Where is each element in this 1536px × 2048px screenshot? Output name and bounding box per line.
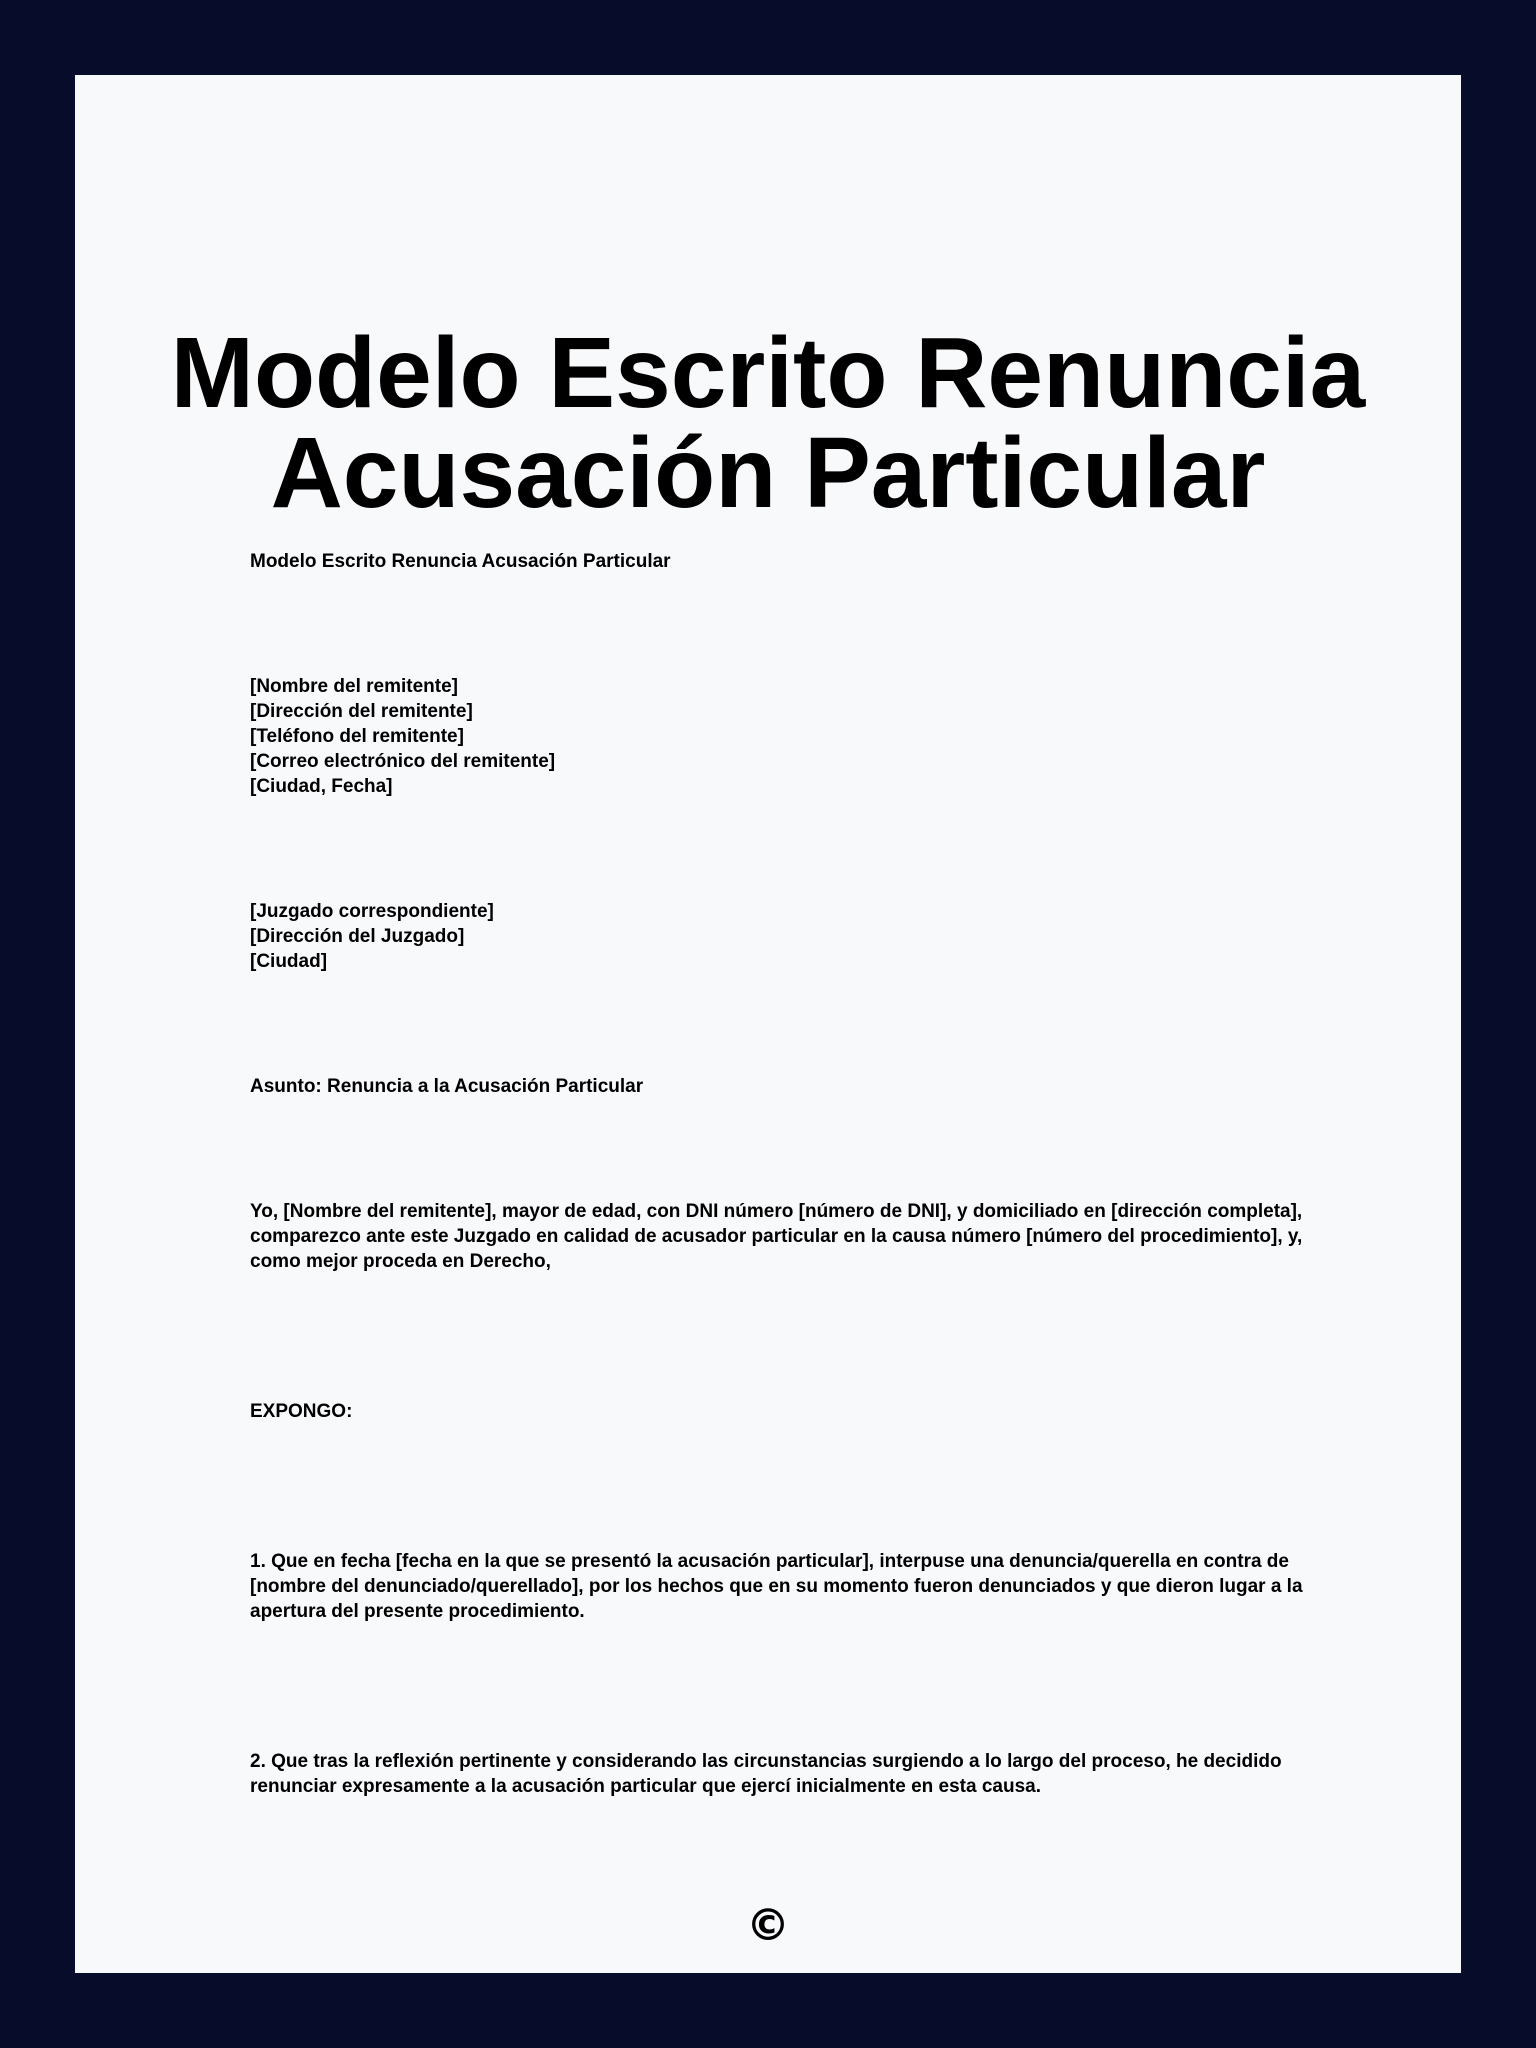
- expongo-heading: EXPONGO:: [250, 1401, 353, 1422]
- sender-city-date: [Ciudad, Fecha]: [250, 776, 393, 797]
- point-2-paragraph: 2. Que tras la reflexión pertinente y considerando las circunstancias surgiendo a lo largo del proceso, he decidido renunciar expresamente a la acusación particular que ejercí inicialmente en esta causa.: [250, 1751, 1282, 1797]
- page-title: [75, 317, 1461, 529]
- recipient-court: [Juzgado correspondiente]: [250, 901, 494, 922]
- page-title-line-1: Modelo Escrito Renuncia: [170, 317, 1366, 429]
- sender-email: [Correo electrónico del remitente]: [250, 751, 556, 772]
- sender-address: [Dirección del remitente]: [250, 701, 473, 722]
- point-1-paragraph: 1. Que en fecha [fecha en la que se presentó la acusación particular], interpuse una denuncia/querella en contra de [nombre del denunciado/querellado], por los hechos que en su momento fueron denunciados y que dieron lugar a la apertura del presente procedimiento.: [250, 1551, 1303, 1622]
- intro-paragraph: Yo, [Nombre del remitente], mayor de edad, con DNI número [número de DNI], y domiciliado en [dirección completa], comparezco ante este Juzgado en calidad de acusador particular en la causa número [número del procedimiento], y, como mejor proceda en Derecho,: [250, 1201, 1303, 1272]
- document-heading: Modelo Escrito Renuncia Acusación Particular: [250, 551, 671, 572]
- recipient-city: [Ciudad]: [250, 951, 328, 972]
- sender-block: [250, 674, 1350, 799]
- copyright-icon: ©: [746, 1900, 790, 1951]
- recipient-address: [Dirección del Juzgado]: [250, 926, 465, 947]
- sender-name: [Nombre del remitente]: [250, 676, 458, 697]
- page-title-line-2: Acusación Particular: [270, 417, 1266, 529]
- recipient-block: [250, 899, 1350, 974]
- subject-line: Asunto: Renuncia a la Acusación Particular: [250, 1076, 644, 1097]
- document-page: [75, 75, 1461, 1973]
- document-body: [250, 549, 1350, 1799]
- sender-phone: [Teléfono del remitente]: [250, 726, 464, 747]
